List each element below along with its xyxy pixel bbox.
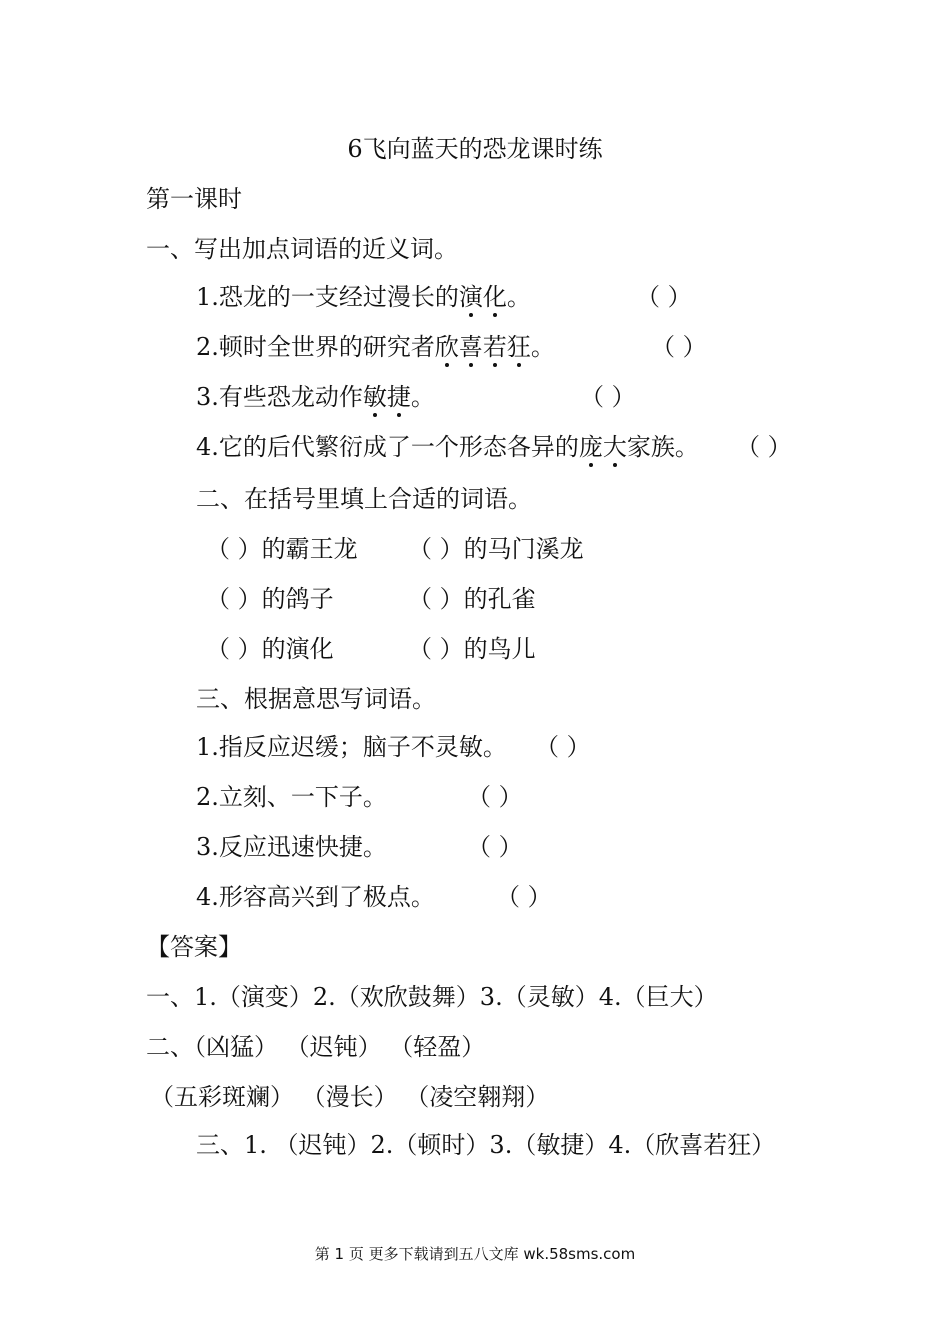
page-title: 6飞向蓝天的恐龙课时练: [347, 135, 603, 163]
fill-item: （ ）的鸟儿: [408, 635, 536, 663]
emphasis-char: 喜: [458, 333, 483, 361]
section1-item-4: 4.它的后代繁衍成了一个形态各异的庞大家族。: [196, 433, 699, 461]
fill-item: （ ）的霸王龙: [206, 535, 358, 563]
section3-heading: 三、根据意思写词语。: [196, 685, 436, 713]
answer-blank: （ ）: [467, 833, 523, 861]
emphasis-char: 狂: [506, 333, 531, 361]
emphasis-char: 演: [458, 283, 483, 311]
emphasis-char: 若: [482, 333, 507, 361]
answer-line-3: （五彩斑斓） （漫长） （凌空翱翔）: [150, 1083, 550, 1111]
answers-heading: 【答案】: [146, 933, 242, 961]
emphasis-char: 欣: [434, 333, 459, 361]
section3-item: 4.形容高兴到了极点。: [196, 883, 435, 911]
lesson-label: 第一课时: [146, 185, 242, 213]
emphasis-char: 敏: [362, 383, 387, 411]
fill-item: （ ）的孔雀: [408, 585, 536, 613]
section2-heading: 二、在括号里填上合适的词语。: [196, 485, 532, 513]
emphasis-char: 庞: [578, 433, 603, 461]
section1-item-1: 1.恐龙的一支经过漫长的演化。: [196, 283, 531, 311]
answer-blank: （ ）: [651, 333, 707, 361]
answer-blank: （ ）: [736, 433, 792, 461]
answer-blank: （ ）: [535, 733, 591, 761]
section1-item-2: 2.顿时全世界的研究者欣喜若狂。: [196, 333, 555, 361]
page-footer: 第 1 页 更多下载请到五八文库 wk.58sms.com: [314, 1245, 636, 1263]
section1-heading: 一、写出加点词语的近义词。: [146, 235, 458, 263]
fill-item: （ ）的鸽子: [206, 585, 334, 613]
fill-item: （ ）的演化: [206, 635, 334, 663]
dotted-word: [435, 333, 531, 361]
dotted-word: [579, 433, 627, 461]
dotted-word: [459, 283, 507, 311]
answer-blank: （ ）: [636, 283, 692, 311]
emphasis-char: 大: [602, 433, 627, 461]
dotted-word: [363, 383, 411, 411]
answer-line-1: 一、1.（演变）2.（欢欣鼓舞）3.（灵敏）4.（巨大）: [146, 983, 718, 1011]
emphasis-char: 捷: [386, 383, 411, 411]
section3-item: 3.反应迅速快捷。: [196, 833, 387, 861]
fill-item: （ ）的马门溪龙: [408, 535, 584, 563]
answer-blank: （ ）: [496, 883, 552, 911]
answer-line-4: 三、1. （迟钝）2.（顿时）3.（敏捷）4.（欣喜若狂）: [196, 1131, 776, 1159]
answer-line-2: 二、（凶猛） （迟钝） （轻盈）: [146, 1033, 486, 1061]
section3-item: 1.指反应迟缓；脑子不灵敏。: [196, 733, 507, 761]
answer-blank: （ ）: [580, 383, 636, 411]
answer-blank: （ ）: [467, 783, 523, 811]
emphasis-char: 化: [482, 283, 507, 311]
section3-item: 2.立刻、一下子。: [196, 783, 387, 811]
section1-item-3: 3.有些恐龙动作敏捷。: [196, 383, 435, 411]
